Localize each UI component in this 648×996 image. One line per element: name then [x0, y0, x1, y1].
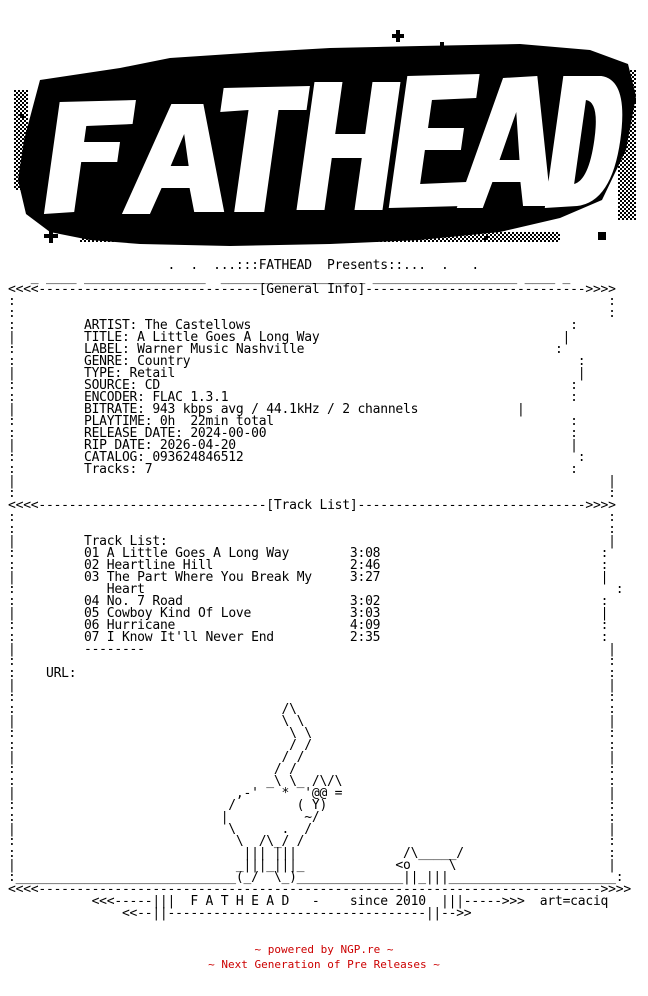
info-type: TYPE: Retail — [83, 366, 176, 381]
info-playtime: PLAYTIME: 0h 22min total — [83, 414, 274, 429]
track-num: 06 — [83, 618, 100, 633]
url-label: URL: — [45, 666, 77, 681]
track-title-continued: Heart — [106, 582, 145, 597]
track-num: 02 — [83, 558, 100, 573]
presents-line: . . ...:::FATHEAD Presents::... . . — [167, 258, 479, 273]
track-num: 05 — [83, 606, 100, 621]
nfo-body: . . ...:::FATHEAD Presents::... . . _ ____ ________________ ___________________ ___________________ ____ _ <<<<-----------------------------[General Info]----------------------------->>>> : : : : : ARTIST: The Castellows : | TITLE: A Little Goes A Long Way | : LABEL: Warner Music Nashville : : GENRE: Country : | TYPE: Retail | : SOURCE: CD : : ENCODER: FLAC 1.3.1 : | BITRATE: 943 kbps avg / 44.1kHz / 2 channels | : PLAYTIME: 0h 22min total : : RELEASE DATE: 2024-00-00 : | RIP DATE: 2026-04-20 | : CATALOG: 093624846512 : : Tracks: 7 : | | : : <<<<------------------------------[Track List]------------------------------>>>> : : : : | Track List: | : 01 A Little Goes A Long Way 3:08 : : 02 Heartline Hill 2:46 : | 03 The Part Where You Break My 3:27 | : Heart : : 04 No. 7 Road 3:02 : | 05 Cowboy Kind Of Love 3:03 | : 06 Hurricane 4:09 : : 07 I Know It'll Never End 2:35 : | -------- | : : : URL: : | | : : : /\ : | \ \ | : \ \ : : / / : | / / | : / / : : _\ \_ /\/\ : | ,-' * '@@ = | : / ( Y) : : | ~/ : | \ . / | : \ /\_/ / : : ||| ||| /\_____/ : | _|||_|||_ <o \ | :_____________________________(_/ \_)______________||_|||______________________: <<<<-------------------------------------------------------------------------->>>> <<<-----||| F A T H E A D - since 2010 |||----->>> art=caciq <<--||----------------------------------||-->> — [8, 258, 631, 921]
track-list-heading: Track List: — [83, 534, 168, 549]
info-source: SOURCE: CD — [83, 378, 160, 393]
track-num: 01 — [83, 546, 100, 561]
track-title: Hurricane — [106, 618, 176, 633]
info-artist: ARTIST: The Castellows — [83, 318, 252, 333]
fathead-logo — [0, 0, 648, 262]
section-header-general: [General Info] — [258, 282, 366, 297]
info-rip-date: RIP DATE: 2026-04-20 — [83, 438, 236, 453]
info-genre: GENRE: Country — [83, 354, 191, 369]
footer — [0, 942, 648, 972]
powered-by-link[interactable]: ~ powered by NGP.re ~ — [254, 943, 394, 956]
track-time: 2:46 — [349, 558, 381, 573]
track-title: Cowboy Kind Of Love — [106, 606, 252, 621]
info-label: LABEL: Warner Music Nashville — [83, 342, 305, 357]
info-title: TITLE: A Little Goes A Long Way — [83, 330, 320, 345]
track-time: 2:35 — [349, 630, 381, 645]
bottom-bar-text: F A T H E A D - since 2010 — [190, 894, 426, 909]
track-time: 3:03 — [349, 606, 381, 621]
track-num: 04 — [83, 594, 100, 609]
logo-dither-left — [14, 90, 28, 190]
track-title: No. 7 Road — [106, 594, 183, 609]
track-separator: -------- — [83, 642, 145, 657]
info-catalog: CATALOG: 093624846512 — [83, 450, 244, 465]
footer-tagline: ~ Next Generation of Pre Releases ~ — [208, 958, 440, 971]
art-credit: art=caciq — [539, 894, 609, 909]
info-release-date: RELEASE DATE: 2024-00-00 — [83, 426, 267, 441]
info-tracks: Tracks: 7 — [83, 462, 153, 477]
track-time: 4:09 — [349, 618, 381, 633]
track-time: 3:08 — [349, 546, 381, 561]
track-num: 03 — [83, 570, 100, 585]
track-title: I Know It'll Never End — [106, 630, 274, 645]
logo-dither-right — [618, 70, 636, 220]
info-bitrate: BITRATE: 943 kbps avg / 44.1kHz / 2 channels — [83, 402, 419, 417]
info-encoder: ENCODER: FLAC 1.3.1 — [83, 390, 229, 405]
section-header-tracks: [Track List] — [266, 498, 358, 513]
track-title: Heartline Hill — [106, 558, 214, 573]
track-title: The Part Where You Break My — [106, 570, 312, 585]
track-num: 07 — [83, 630, 100, 645]
track-time: 3:02 — [349, 594, 381, 609]
track-title: A Little Goes A Long Way — [106, 546, 290, 561]
track-time: 3:27 — [349, 570, 381, 585]
